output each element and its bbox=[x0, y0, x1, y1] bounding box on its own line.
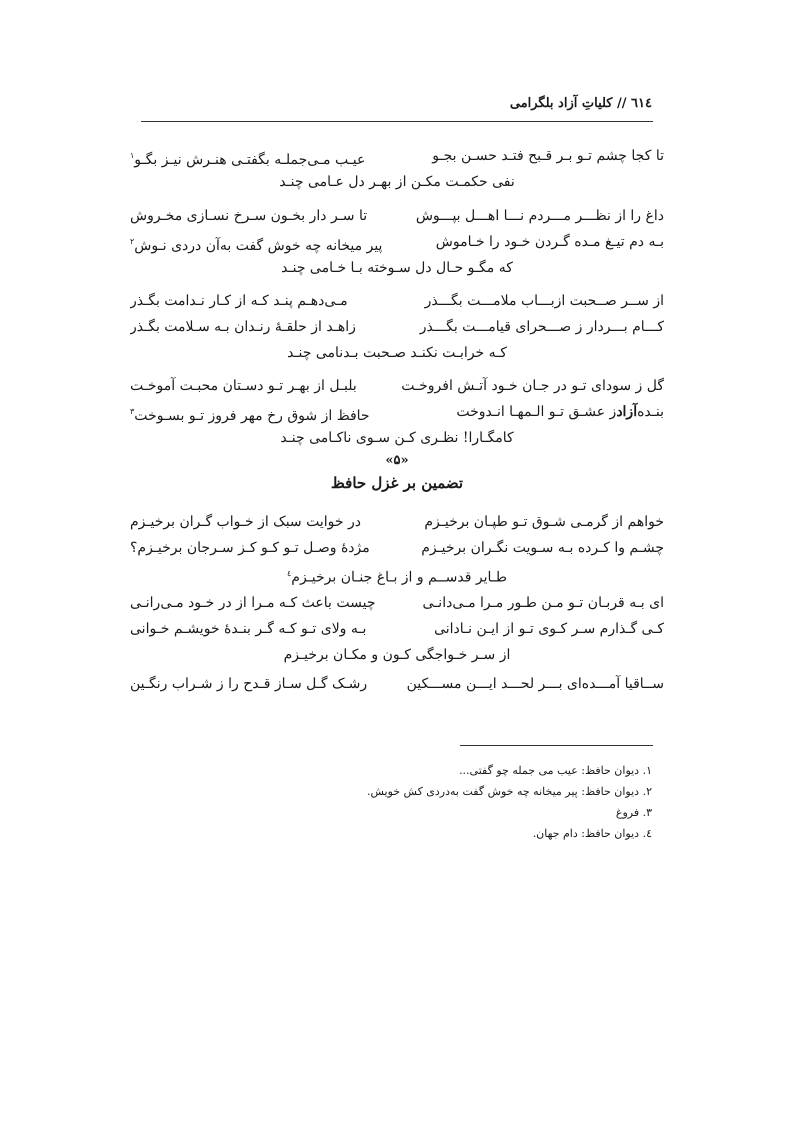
hemistich-left: در خوایت سبک از خـواب گـران برخیـزم bbox=[130, 514, 361, 530]
hemistich-right: بنـدهآزادز عشـق تـو الـمهـا انـدوخت bbox=[456, 404, 664, 420]
hemistich-right: گل ز سودای تـو در جـان خـود آتـش افروخـت bbox=[401, 378, 664, 394]
hemistich-left: مـی‌دهـم پنـد کـه از کـار نـدامت بگـذر bbox=[130, 293, 348, 309]
hemistich-left: چیست باعث کـه مـرا از در خـود مـی‌رانـی bbox=[130, 595, 376, 611]
verse-line-7 bbox=[130, 402, 664, 426]
hemistich-right: تا کجا چشم تـو بـر قـبح فتـد حسـن بجـو bbox=[432, 148, 664, 164]
verse-line-4 bbox=[130, 291, 664, 311]
footnote-mark: ۲ bbox=[130, 237, 135, 246]
poet-name: آزاد bbox=[616, 404, 638, 420]
section-title: تضمین بر غزل حافظ bbox=[330, 474, 464, 492]
verse-line-5 bbox=[130, 317, 664, 337]
hemistich-left: تا سـر دار بخـون سـرخ نسـازی مخـروش bbox=[130, 208, 368, 224]
hemistich-left: بلبـل از بهـر تـو دسـتان محبـت آموخـت bbox=[130, 378, 357, 394]
verse-refrain-6: از سـر خـواجگی کـون و مکـان برخیـزم bbox=[283, 647, 511, 663]
footnote-2: ۲. دیوان حافظ: پیر میخانه چه خوش گفت به‌دردی کش خویش. bbox=[366, 785, 652, 798]
hemistich-left: پیر میخانه چه خوش گفت به‌آن دردی نـوش$^۲$ bbox=[130, 237, 383, 254]
hemistich-left: بـه ولای تـو کـه گـر بنـدهٔ خویشـم خـوانی bbox=[130, 621, 367, 637]
hemistich-left: مژدهٔ وصـل تـو کـو کـز سـرجان برخیـزم؟ bbox=[130, 540, 370, 556]
verse-refrain-3: کـه خرابـت نکنـد صـحبت بـدنامی چنـد bbox=[287, 345, 507, 361]
verse-line-8 bbox=[130, 512, 664, 532]
verse-refrain-5: طـایر قدســم و از بـاغ جنـان برخیـزم$^٤$ bbox=[287, 569, 507, 586]
verse-line-6 bbox=[130, 376, 664, 396]
hemistich-right: از ســر صــحبت ازبـــاب ملامـــت بگـــذر bbox=[424, 293, 664, 309]
hemistich-right: کـــام بـــردار ز صـــحرای قیامـــت بگـــذر bbox=[419, 319, 664, 335]
verse-refrain-4: کامگـارا! نظـری کـن سـوی ناکـامی چنـد bbox=[280, 430, 514, 446]
footnote-mark: ٤ bbox=[287, 569, 292, 578]
header-rule bbox=[141, 121, 653, 122]
hemistich-left: زاهـد از حلقـهٔ رنـدان بـه سـلامت بگـذر bbox=[130, 319, 356, 335]
running-head: ٦١٤ // کلیاتِ آزاد بلگرامی bbox=[509, 96, 652, 111]
section-number: «۵» bbox=[385, 453, 409, 468]
verse-refrain-2: که مگـو حـال دل سـوخته بـا خـامی چنـد bbox=[281, 260, 513, 276]
verse-line-9 bbox=[130, 538, 664, 558]
verse-line-2 bbox=[130, 206, 664, 226]
hemistich-left: عیـب مـی‌جملـه بگفتـی هنـرش نیـز بگـو$^۱$ bbox=[130, 151, 366, 168]
footnote-rule bbox=[460, 745, 653, 746]
hemistich-right: خواهم از گرمـی شـوق تـو طپـان برخیـزم bbox=[424, 514, 664, 530]
verse-line-1 bbox=[130, 146, 664, 170]
hemistich-right: کـی گـذارم سـر کـوی تـو از ایـن نـادانی bbox=[434, 621, 664, 637]
footnote-3: ۳. فروغ bbox=[615, 806, 652, 819]
verse-line-12 bbox=[130, 674, 664, 694]
verse-line-11 bbox=[130, 619, 664, 639]
footnote-mark: ۳ bbox=[130, 407, 135, 416]
hemistich-right: داغ را از نظـــر مـــردم نـــا اهـــل بپـــوش bbox=[415, 208, 664, 224]
hemistich-left: حافظ از شوق رخ مهر فروز تـو بسـوخت$^۳$ bbox=[130, 407, 370, 424]
verse-refrain-1: نفی حکمـت مکـن از بهـر دل عـامی چنـد bbox=[279, 174, 515, 190]
hemistich-left: رشـک گـل سـاز قـدح را ز شـراب رنگـین bbox=[130, 676, 368, 692]
verse-line-10 bbox=[130, 593, 664, 613]
footnote-mark: ۱ bbox=[130, 151, 135, 160]
hemistich-right: چشـم وا کـرده بـه سـویت نگـران برخیـزم bbox=[421, 540, 664, 556]
verse-line-3 bbox=[130, 232, 664, 256]
hemistich-right: ای بـه قربـان تـو مـن طـور مـرا مـی‌دانـی bbox=[422, 595, 664, 611]
footnote-1: ۱. دیوان حافظ: عیب می جمله چو گفتی... bbox=[459, 764, 652, 777]
hemistich-right: ســاقیا آمـــده‌ای بـــر لحـــد ایـــن مســـکین bbox=[406, 676, 664, 692]
hemistich-right: بـه دم تیـغ مـده گـردن خـود را خـاموش bbox=[435, 234, 664, 250]
footnote-4: ٤. دیوان حافظ: دام جهان. bbox=[532, 827, 652, 840]
